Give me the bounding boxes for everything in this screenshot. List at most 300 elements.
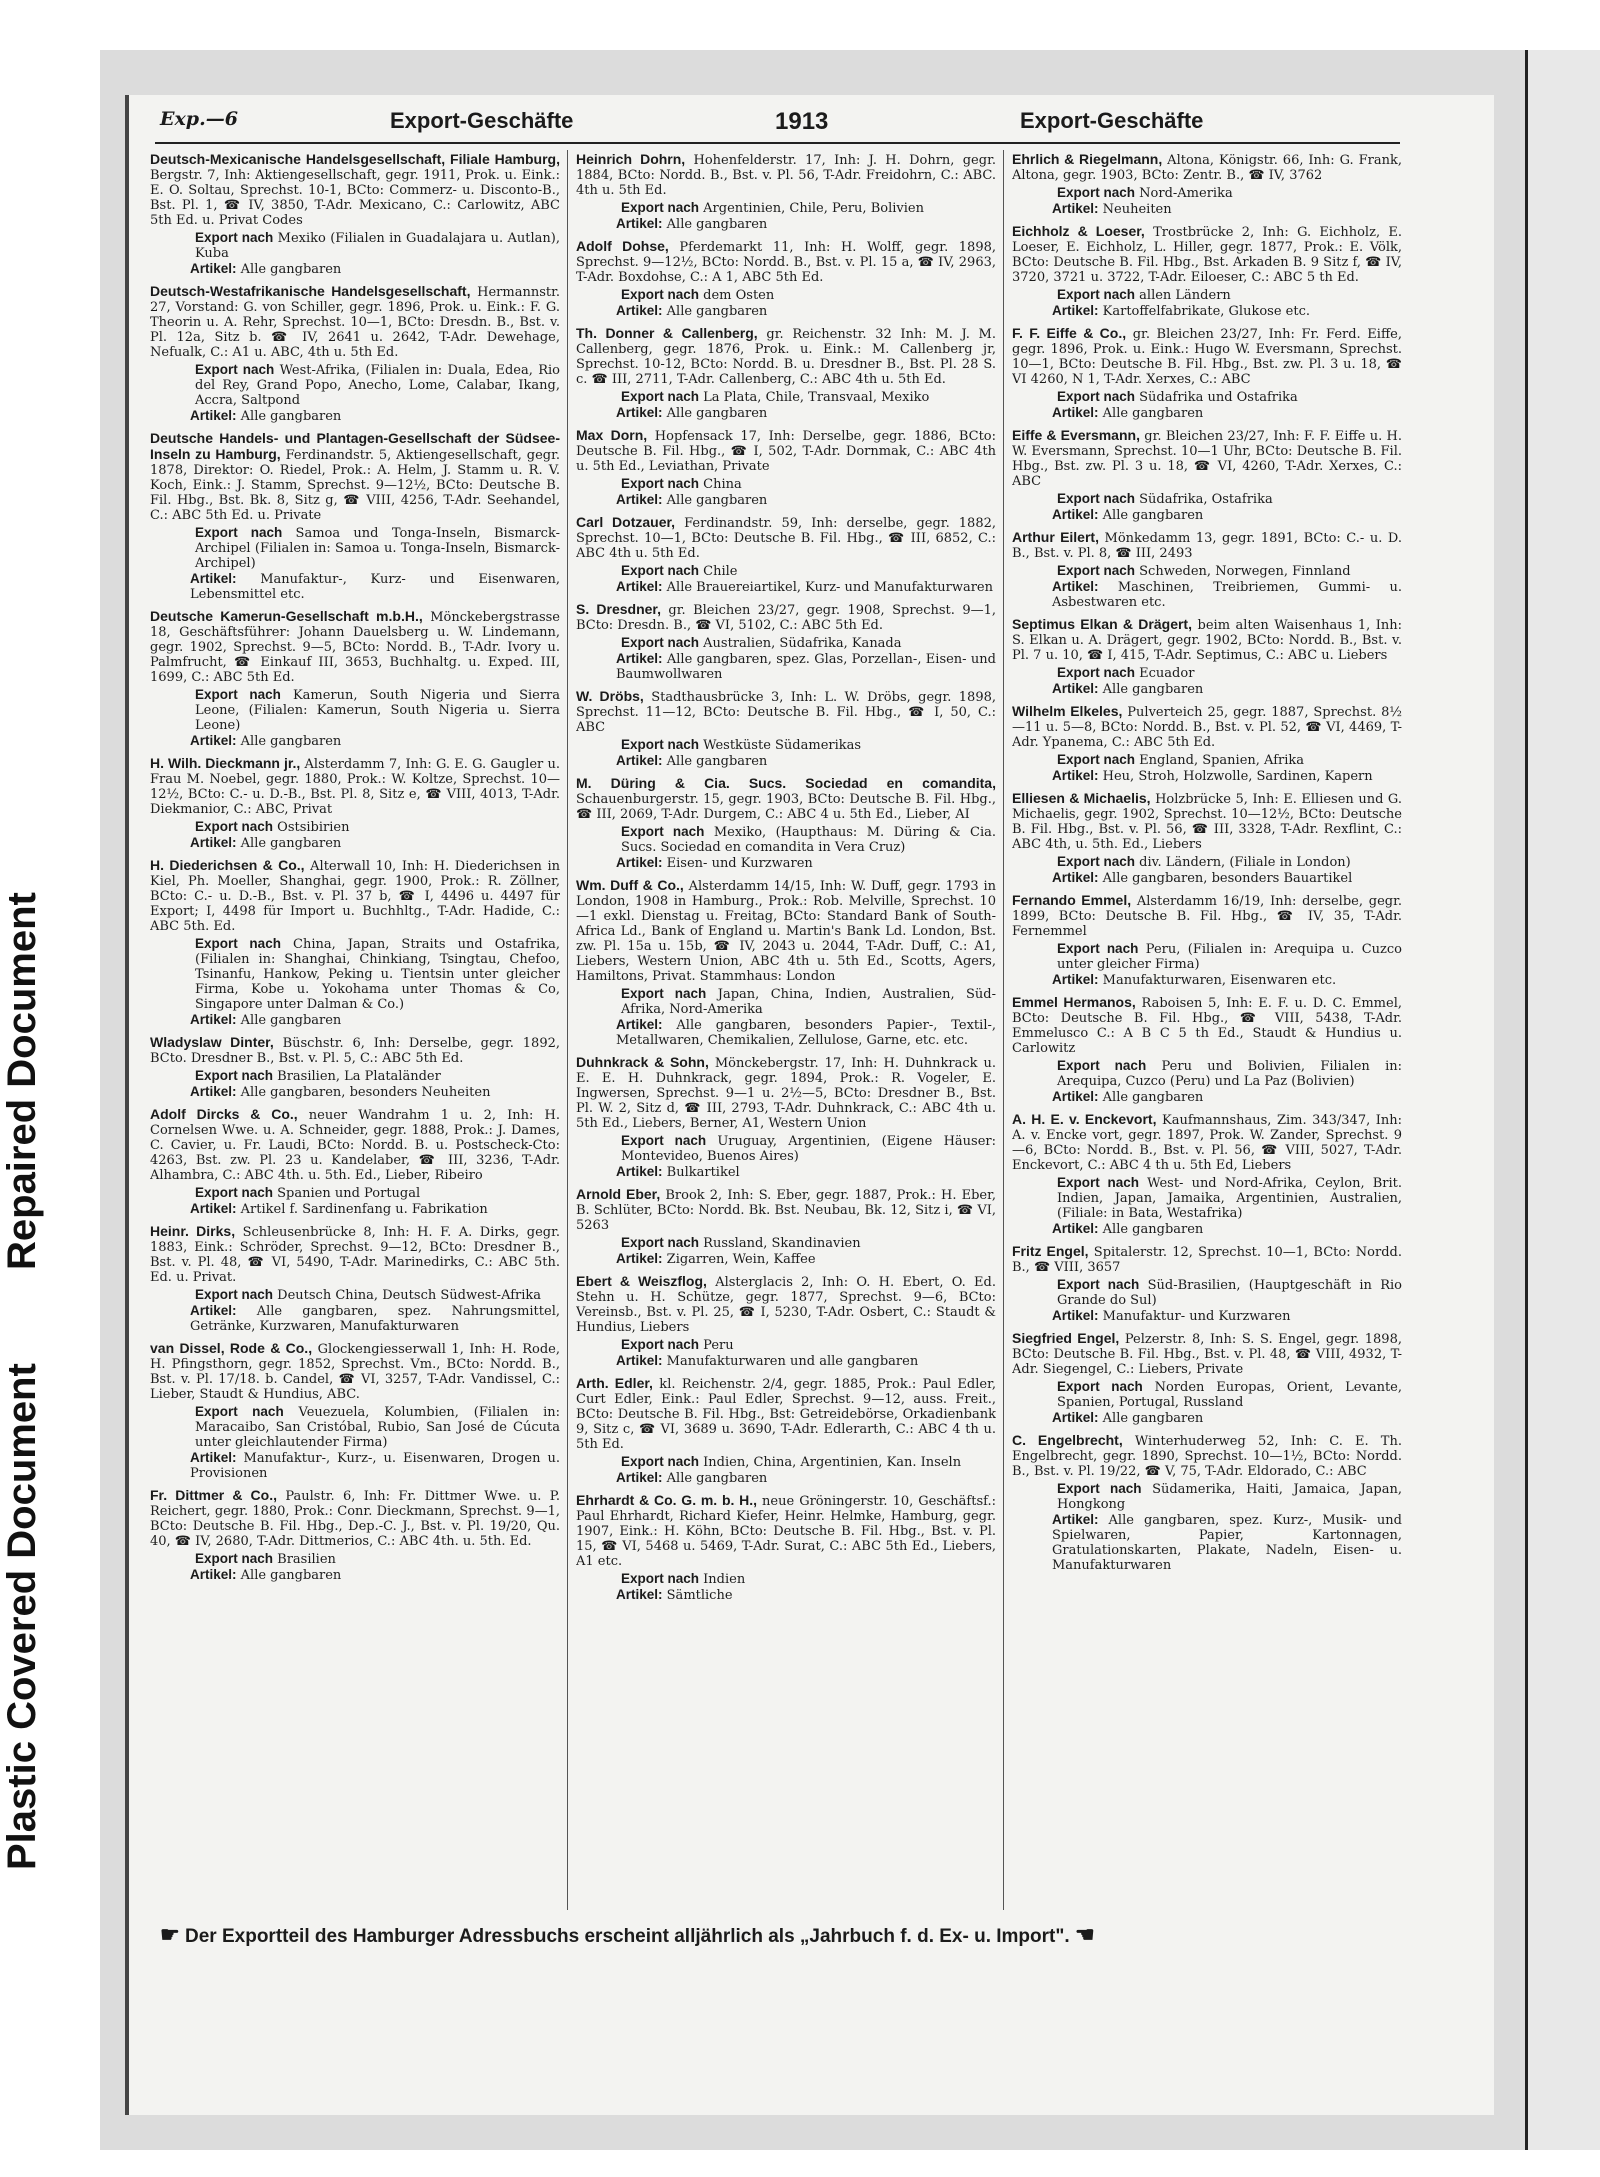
firm-details: Alterwall 10, Inh: H. Diederichsen in Kiel, Ph. Moeller, Shanghai, gegr. 1900, Prok.: R. Zöllner, BCto: C.- u. D.-B., Bst. v. Pl. 37 b, ☎ I, 4496 u. 4497 für Export; I, 4498 für Import u. Buchhltg., T-Adr. Hadide, C.: ABC 5th. Ed. xyxy=(150,859,560,934)
artikel-line xyxy=(616,651,996,682)
firm-details: Pelzerstr. 8, Inh: S. S. Engel, gegr. 1898, BCto: Deutsche B. Fil. Hbg., Bst. v. Pl. 48, ☎ VIII, 4932, T-Adr. Siegengel, C.: Liebers, Private xyxy=(1012,1332,1402,1377)
artikel-line xyxy=(1052,579,1402,610)
export-destinations: England, Spanien, Afrika xyxy=(1139,753,1305,768)
firm-details: Hohenfelderstr. 17, Inh: J. H. Dohrn, gegr. 1884, BCto: Nordd. B., Bst. v. Pl. 56, T-Adr. Freidohrn, C.: ABC. 4th u. 5th Ed. xyxy=(576,153,996,198)
artikel-line xyxy=(616,405,996,421)
export-destinations: dem Osten xyxy=(703,288,775,303)
firm-details: gr. Bleichen 23/27, Inh: Fr. Ferd. Eiffe, gegr. 1896, Prok. u. Eink.: Hugo W. Eversmann, Sprechst. 10—1, BCto: Deutsche B. Fil. Hbg., Bst. zw. Pl. 3 u. 18, ☎ VI 4260, N 1, T-Adr. Xerxes, C.: ABC xyxy=(1012,327,1402,387)
artikel-label: Artikel: xyxy=(190,408,237,423)
artikel-label: Artikel: xyxy=(1052,870,1099,885)
export-label: Export nach xyxy=(621,635,700,650)
firm-details: Mönckebergstr. 17, Inh: H. Duhnkrack u. E. E. H. Duhnkrack, gegr. 1894, Prok.: R. Vogeler, E. Ingwersen, Sprechst. 9—1 u. 2½—5, BCto: Dresdner B., Bst. Pl. W. 2, Sitz d, ☎ III, 2793, T-Adr. Duhnkrack, C.: ABC 4th u. 5th Ed., Liebers, Berner, A1, Western Union xyxy=(576,1056,996,1131)
firm-details: Alsterdamm 7, Inh: G. E. G. Gaugler u. Frau M. Noebel, gegr. 1880, Prok.: W. Koltze, Sprechst. 10—12½, BCto: C.- u. D.-B., Bst. Pl. 8, Sitz e, ☎ VIII, 4013, T-Adr. Diekmanior, C.: ABC, Privat xyxy=(150,757,560,817)
directory-entry xyxy=(576,1274,996,1369)
directory-entry xyxy=(150,1035,560,1100)
firm-details: Büschstr. 6, Inh: Derselbe, gegr. 1892, BCto. Dresdner B., Bst. v. Pl. 5, C.: ABC 5th Ed. xyxy=(150,1036,560,1066)
firm-name: F. F. Eiffe & Co., xyxy=(1012,325,1127,341)
export-label: Export nach xyxy=(1057,665,1136,680)
export-label: Export nach xyxy=(195,936,281,951)
artikel-line xyxy=(190,1201,560,1217)
page-footer xyxy=(160,1922,1400,1948)
export-label: Export nach xyxy=(1057,752,1136,767)
export-line xyxy=(1057,491,1402,507)
artikel-label: Artikel: xyxy=(616,1587,663,1602)
export-line xyxy=(621,200,996,216)
export-line xyxy=(1057,854,1402,870)
directory-entry xyxy=(576,878,996,1048)
artikel-label: Artikel: xyxy=(616,651,663,666)
page-year: 1913 xyxy=(775,108,829,135)
artikel-label: Artikel: xyxy=(616,405,663,420)
export-destinations: Veuezuela, Kolumbien, (Filialen in: Maracaibo, San Cristóbal, Rubio, San José de Cúcuta unter gleichlautender Firma) xyxy=(195,1405,560,1450)
firm-details: Hopfensack 17, Inh: Derselbe, gegr. 1886, BCto: Deutsche B. Fil. Hbg., ☎ I, 502, T-Adr. Dornmak, C.: ABC 4th u. 5th Ed., Leviathan, Private xyxy=(576,429,996,474)
artikel-goods: Alle gangbaren xyxy=(666,754,768,769)
directory-entry xyxy=(150,1341,560,1481)
export-label: Export nach xyxy=(621,737,700,752)
artikel-label: Artikel: xyxy=(1052,507,1099,522)
artikel-goods: Alle gangbaren, besonders Papier-, Textil-, Metallwaren, Chemikalien, Zellulose, Garne, etc. etc. xyxy=(616,1018,996,1048)
directory-entry xyxy=(576,1055,996,1180)
export-line xyxy=(195,1404,560,1450)
export-label: Export nach xyxy=(1057,941,1139,956)
export-destinations: div. Ländern, (Filiale in London) xyxy=(1139,855,1351,870)
artikel-line xyxy=(1052,507,1402,523)
export-label: Export nach xyxy=(621,1133,707,1148)
artikel-line xyxy=(616,1164,996,1180)
pointing-hand-icon: ☛ xyxy=(160,1922,180,1947)
export-label: Export nach xyxy=(1057,563,1136,578)
firm-name: Deutsch-Westafrikanische Handelsgesellschaft, xyxy=(150,283,471,299)
export-line xyxy=(1057,1175,1402,1221)
export-destinations: Deutsch China, Deutsch Südwest-Afrika xyxy=(277,1288,542,1303)
column-divider xyxy=(1003,150,1004,1910)
firm-name: Arthur Eilert, xyxy=(1012,529,1099,545)
export-label: Export nach xyxy=(621,986,707,1001)
section-title-right: Export-Geschäfte xyxy=(1020,108,1204,133)
firm-name: Emmel Hermanos, xyxy=(1012,994,1136,1010)
artikel-goods: Alle gangbaren xyxy=(240,734,342,749)
directory-entry xyxy=(1012,152,1402,217)
artikel-line xyxy=(190,1567,560,1583)
export-label: Export nach xyxy=(195,1551,274,1566)
firm-details: gr. Reichenstr. 32 Inh: M. J. M. Callenberg, gegr. 1876, Prok. u. Eink.: M. Callenberg jr, Sprechst. 10-12, BCto: Nordd. B. u. Dresdner B., Bst. Pl. 28 S. c. ☎ III, 2711, T-Adr. Callenberg, C.: ABC 4th u. 5th Ed. xyxy=(576,327,996,387)
firm-details: Stadthausbrücke 3, Inh: L. W. Dröbs, gegr. 1898, Sprechst. 11—12, BCto: Deutsche B. Fil. Hbg., ☎ I, 50, C.: ABC xyxy=(576,690,996,735)
artikel-line xyxy=(616,303,996,319)
artikel-goods: Manufakturwaren, Eisenwaren etc. xyxy=(1102,973,1337,988)
artikel-label: Artikel: xyxy=(190,261,237,276)
artikel-label: Artikel: xyxy=(616,1251,663,1266)
directory-entry xyxy=(150,1107,560,1217)
artikel-line xyxy=(190,733,560,749)
artikel-goods: Zigarren, Wein, Kaffee xyxy=(666,1252,816,1267)
firm-details: Glockengiesserwall 1, Inh: H. Rode, H. Pfingsthorn, gegr. 1852, Sprechst. Vm., BCto: Nordd. B., Bst. v. Pl. 17/18. b. Candel, ☎ VI, 3257, T-Adr. Vandissel, C.: Lieber, Staudt & Hundius, ABC. xyxy=(150,1342,560,1402)
firm-name: Siegfried Engel, xyxy=(1012,1330,1120,1346)
firm-details: Ferdinandstr. 5, Aktiengesellschaft, gegr. 1878, Direktor: O. Riedel, Prok.: A. Helm, J. Stamm u. R. V. Koch, Eink.: J. Stamm, Sprechst. 9—12½, BCto: Deutsche B. Fil. Hbg., Bst. Bk. 8, Sitz g, ☎ VIII, 4256, T-Adr. Seehandel, C.: ABC 5th Ed. u. Private xyxy=(150,448,560,523)
export-line xyxy=(1057,185,1402,201)
export-line xyxy=(621,476,996,492)
artikel-line xyxy=(190,261,560,277)
artikel-line xyxy=(616,855,996,871)
export-destinations: Ostsibirien xyxy=(277,820,350,835)
firm-name: Th. Donner & Callenberg, xyxy=(576,325,758,341)
artikel-line xyxy=(616,1353,996,1369)
firm-details: Kaufmannshaus, Zim. 343/347, Inh: A. v. Encke vort, gegr. 1897, Prok. W. Zander, Sprechst. 9—6, BCto: Nordd. B., Bst. v. Pl. 56, ☎ VIII, 5027, T-Adr. Enckevort, C.: ABC 4 th u. 5th Ed, Liebers xyxy=(1012,1113,1402,1173)
page-number: Exp.—6 xyxy=(160,108,238,130)
artikel-goods: Neuheiten xyxy=(1102,202,1172,217)
artikel-goods: Alle gangbaren, besonders Bauartikel xyxy=(1102,871,1353,886)
export-line xyxy=(1057,389,1402,405)
firm-name: W. Dröbs, xyxy=(576,688,644,704)
artikel-label: Artikel: xyxy=(1052,768,1099,783)
export-destinations: Schweden, Norwegen, Finnland xyxy=(1139,564,1351,579)
export-label: Export nach xyxy=(195,1287,274,1302)
firm-name: Eichholz & Loeser, xyxy=(1012,223,1145,239)
artikel-goods: Alle gangbaren xyxy=(666,1471,768,1486)
column-2 xyxy=(576,152,996,1902)
artikel-line xyxy=(190,1450,560,1481)
firm-name: Arth. Edler, xyxy=(576,1375,653,1391)
artikel-line xyxy=(190,835,560,851)
artikel-line xyxy=(190,408,560,424)
export-destinations: Mexiko, (Haupthaus: M. Düring & Cia. Sucs. Sociedad en comandita in Vera Cruz) xyxy=(621,825,996,855)
firm-name: M. Düring & Cia. Sucs. Sociedad en comandita, xyxy=(576,775,996,791)
directory-entry xyxy=(1012,617,1402,697)
export-label: Export nach xyxy=(195,1185,274,1200)
artikel-label: Artikel: xyxy=(190,1084,237,1099)
firm-name: S. Dresdner, xyxy=(576,601,661,617)
artikel-goods: Manufakturwaren und alle gangbaren xyxy=(666,1354,919,1369)
export-destinations: Peru, (Filialen in: Arequipa u. Cuzco unter gleicher Firma) xyxy=(1057,942,1402,972)
directory-entry xyxy=(576,1493,996,1603)
export-line xyxy=(1057,1379,1402,1410)
export-destinations: allen Ländern xyxy=(1139,288,1231,303)
directory-entry xyxy=(576,602,996,682)
directory-entry xyxy=(1012,224,1402,319)
artikel-goods: Maschinen, Treibriemen, Gummi- u. Asbestwaren etc. xyxy=(1052,580,1402,610)
firm-details: Holzbrücke 5, Inh: E. Elliesen und G. Michaelis, gegr. 1902, Sprechst. 10—12½, BCto: Deutsche B. Fil. Hbg., Bst. v. Pl. 56, ☎ III, 3328, T-Adr. Rexflint, C.: ABC 4th, u. 5th. Ed., Liebers xyxy=(1012,792,1402,852)
firm-name: A. H. E. v. Enckevort, xyxy=(1012,1111,1157,1127)
artikel-line xyxy=(1052,303,1402,319)
artikel-goods: Manufaktur-, Kurz- und Eisenwaren, Lebensmittel etc. xyxy=(190,572,560,602)
firm-name: Deutsche Handels- und Plantagen-Gesellschaft der Südsee-Inseln zu Hamburg, xyxy=(150,430,560,462)
export-destinations: Südamerika, Haiti, Jamaica, Japan, Hongkong xyxy=(1057,1482,1402,1512)
directory-entry xyxy=(150,284,560,424)
export-destinations: Norden Europas, Orient, Levante, Spanien, Portugal, Russland xyxy=(1057,1380,1402,1410)
artikel-label: Artikel: xyxy=(616,492,663,507)
firm-details: Hermannstr. 27, Vorstand: G. von Schiller, gegr. 1896, Prok. u. Eink.: F. G. Theorin u. A. Rehr, Sprechst. 10—1, BCto: Dresdn. B., Bst. v. Pl. 12a, Sitz b. ☎ IV, 2641 u. 2642, T-Adr. Dewehage, Nefualk, C.: A1 u. ABC, 4th u. 5th Ed. xyxy=(150,285,560,360)
artikel-line xyxy=(1052,1512,1402,1573)
column-divider xyxy=(567,150,568,1910)
directory-entry xyxy=(1012,1244,1402,1324)
export-label: Export nach xyxy=(621,1235,700,1250)
artikel-goods: Alle gangbaren xyxy=(1102,1090,1204,1105)
export-line xyxy=(195,230,560,261)
directory-entry xyxy=(150,1488,560,1583)
directory-entry xyxy=(1012,326,1402,421)
export-line xyxy=(621,287,996,303)
directory-entry xyxy=(576,326,996,421)
export-destinations: Argentinien, Chile, Peru, Bolivien xyxy=(703,201,924,216)
export-line xyxy=(621,1337,996,1353)
section-title-left: Export-Geschäfte xyxy=(390,108,574,133)
firm-details: Bergstr. 7, Inh: Aktiengesellschaft, gegr. 1911, Prok. u. Eink.: E. O. Soltau, Sprechst. 10-1, BCto: Commerz- u. Disconto-B., Bst. Pl. 1, ☎ IV, 3850, T-Adr. Mexicano, C.: Carlowitz, ABC 5th Ed. u. Privat Codes xyxy=(150,168,560,228)
export-line xyxy=(1057,665,1402,681)
firm-name: Fritz Engel, xyxy=(1012,1243,1089,1259)
firm-name: Ehrlich & Riegelmann, xyxy=(1012,152,1163,167)
export-line xyxy=(195,1287,560,1303)
export-label: Export nach xyxy=(1057,1379,1143,1394)
side-label-repaired: Repaired Document xyxy=(0,892,44,1270)
artikel-goods: Alle gangbaren xyxy=(1102,1222,1204,1237)
export-label: Export nach xyxy=(621,563,700,578)
firm-name: van Dissel, Rode & Co., xyxy=(150,1340,313,1356)
firm-name: Septimus Elkan & Drägert, xyxy=(1012,616,1192,632)
export-destinations: West- und Nord-Afrika, Ceylon, Brit. Indien, Japan, Jamaika, Argentinien, Australien, (Filiale: in Bata, Westafrika) xyxy=(1057,1176,1402,1221)
directory-entry xyxy=(576,689,996,769)
firm-details: neue Gröningerstr. 10, Geschäftsf.: Paul Ehrhardt, Richard Kiefer, Heinr. Helmke, Hamburg, gegr. 1907, Eink.: H. Köhn, BCto: Deutsche B. Fil. Hbg., Bst. v. Pl. 15, ☎ VI, 5468 u. 5469, T-Adr. Surat, C.: ABC 5th Ed., Liebers, A1 etc. xyxy=(576,1494,996,1569)
export-destinations: China, Japan, Straits und Ostafrika, (Filialen in: Shanghai, Chinkiang, Tsingtau, Chefoo, Tsinanfu, Hankow, Peking u. Tientsin unter gleicher Firma, Kobe u. Yokohama unter Thomas & Co, Singapore unter Dalman & Co.) xyxy=(195,937,560,1012)
export-label: Export nach xyxy=(621,1571,700,1586)
next-page-edge xyxy=(1525,50,1600,2150)
artikel-goods: Alle gangbaren xyxy=(240,1568,342,1583)
export-destinations: Westküste Südamerikas xyxy=(703,738,862,753)
artikel-line xyxy=(1052,681,1402,697)
artikel-line xyxy=(616,1017,996,1048)
export-line xyxy=(621,1133,996,1164)
artikel-label: Artikel: xyxy=(1052,1512,1099,1527)
export-line xyxy=(621,1235,996,1251)
artikel-goods: Kartoffelfabrikate, Glukose etc. xyxy=(1102,304,1310,319)
export-line xyxy=(1057,1058,1402,1089)
export-label: Export nach xyxy=(1057,854,1136,869)
directory-entry xyxy=(150,858,560,1028)
artikel-label: Artikel: xyxy=(1052,681,1099,696)
artikel-label: Artikel: xyxy=(190,1012,237,1027)
firm-name: Ebert & Weiszflog, xyxy=(576,1273,707,1289)
directory-entry xyxy=(1012,995,1402,1105)
export-destinations: Japan, China, Indien, Australien, Süd-Afrika, Nord-Amerika xyxy=(621,987,996,1017)
export-destinations: Uruguay, Argentinien, (Eigene Häuser: Montevideo, Buenos Aires) xyxy=(621,1134,996,1164)
firm-name: Eiffe & Eversmann, xyxy=(1012,427,1140,443)
export-label: Export nach xyxy=(1057,1481,1142,1496)
export-destinations: Peru xyxy=(703,1338,734,1353)
artikel-goods: Alle gangbaren xyxy=(666,493,768,508)
export-line xyxy=(1057,1481,1402,1512)
export-label: Export nach xyxy=(195,525,283,540)
export-destinations: Südafrika und Ostafrika xyxy=(1139,390,1298,405)
artikel-line xyxy=(616,216,996,232)
export-line xyxy=(195,687,560,733)
artikel-label: Artikel: xyxy=(616,579,663,594)
export-destinations: La Plata, Chile, Transvaal, Mexiko xyxy=(703,390,930,405)
firm-name: Wm. Duff & Co., xyxy=(576,877,684,893)
export-line xyxy=(1057,287,1402,303)
page-header xyxy=(160,108,1400,138)
firm-details: gr. Bleichen 23/27, Inh: F. F. Eiffe u. H. W. Eversmann, Sprechst. 10—1 Uhr, BCto: Deutsche B. Fil. Hbg., Bst. zw. Pl. 3 u. 18, ☎ VI, 4260, T-Adr. Xerxes, C.: ABC xyxy=(1012,429,1402,489)
column-1 xyxy=(150,152,560,1902)
export-line xyxy=(195,936,560,1012)
export-line xyxy=(621,737,996,753)
export-label: Export nach xyxy=(621,1454,700,1469)
artikel-goods: Alle gangbaren xyxy=(1102,1411,1204,1426)
firm-name: Arnold Eber, xyxy=(576,1186,661,1202)
export-line xyxy=(195,1068,560,1084)
artikel-label: Artikel: xyxy=(616,1017,663,1032)
artikel-label: Artikel: xyxy=(616,303,663,318)
firm-details: Raboisen 5, Inh: E. F. u. D. C. Emmel, BCto: Deutsche B. Fil. Hbg., ☎ VIII, 5438, T-Adr. Emmelusco C.: A B C 5 th Ed., Staudt & Hundius u. Carlowitz xyxy=(1012,996,1402,1056)
directory-entry xyxy=(1012,1433,1402,1573)
directory-entry xyxy=(1012,791,1402,886)
artikel-label: Artikel: xyxy=(1052,972,1099,987)
artikel-line xyxy=(616,753,996,769)
firm-details: Schleusenbrücke 8, Inh: H. F. A. Dirks, gegr. 1883, Eink.: Schröder, Sprechst. 9—12, BCto: Dresdner B., Bst. v. Pl. 48, ☎ VI, 5490, T-Adr. Marinedirks, C.: ABC 5th. Ed. u. Privat. xyxy=(150,1225,560,1285)
export-line xyxy=(195,1185,560,1201)
firm-name: C. Engelbrecht, xyxy=(1012,1432,1123,1448)
firm-name: Adolf Dircks & Co., xyxy=(150,1106,298,1122)
firm-name: Heinrich Dohrn, xyxy=(576,152,686,167)
artikel-label: Artikel: xyxy=(1052,1089,1099,1104)
firm-name: Duhnkrack & Sohn, xyxy=(576,1054,709,1070)
export-destinations: Süd-Brasilien, (Hauptgeschäft in Rio Grande do Sul) xyxy=(1057,1278,1402,1308)
artikel-label: Artikel: xyxy=(1052,1410,1099,1425)
export-label: Export nach xyxy=(621,200,700,215)
artikel-goods: Alle gangbaren, spez. Glas, Porzellan-, Eisen- und Baumwollwaren xyxy=(616,652,996,682)
directory-entry xyxy=(576,152,996,232)
artikel-goods: Eisen- und Kurzwaren xyxy=(666,856,813,871)
export-label: Export nach xyxy=(1057,491,1136,506)
artikel-goods: Alle gangbaren xyxy=(240,262,342,277)
export-line xyxy=(621,563,996,579)
artikel-goods: Alle gangbaren xyxy=(666,406,768,421)
firm-name: Elliesen & Michaelis, xyxy=(1012,790,1151,806)
artikel-goods: Alle gangbaren xyxy=(1102,406,1204,421)
export-line xyxy=(621,824,996,855)
artikel-label: Artikel: xyxy=(1052,303,1099,318)
artikel-line xyxy=(1052,972,1402,988)
artikel-line xyxy=(616,1470,996,1486)
export-line xyxy=(195,525,560,571)
artikel-goods: Heu, Stroh, Holzwolle, Sardinen, Kapern xyxy=(1102,769,1373,784)
export-destinations: Australien, Südafrika, Kanada xyxy=(703,636,902,651)
directory-entry xyxy=(150,431,560,602)
artikel-goods: Bulkartikel xyxy=(666,1165,740,1180)
directory-entry xyxy=(150,756,560,851)
artikel-goods: Alle gangbaren xyxy=(240,409,342,424)
export-destinations: Brasilien xyxy=(277,1552,336,1567)
export-line xyxy=(621,389,996,405)
directory-entry xyxy=(1012,428,1402,523)
artikel-goods: Alle gangbaren xyxy=(666,217,768,232)
artikel-line xyxy=(190,1303,560,1334)
firm-name: Wilhelm Elkeles, xyxy=(1012,703,1123,719)
export-destinations: Kamerun, South Nigeria und Sierra Leone, (Filialen: Kamerun, South Nigeria u. Sierra Leone) xyxy=(195,688,560,733)
export-line xyxy=(621,1571,996,1587)
export-destinations: Russland, Skandinavien xyxy=(703,1236,861,1251)
export-line xyxy=(1057,752,1402,768)
export-line xyxy=(621,1454,996,1470)
firm-name: Adolf Dohse, xyxy=(576,238,669,254)
directory-entry xyxy=(576,428,996,508)
artikel-label: Artikel: xyxy=(190,1201,237,1216)
artikel-line xyxy=(1052,405,1402,421)
export-label: Export nach xyxy=(195,362,275,377)
directory-entry xyxy=(1012,704,1402,784)
artikel-goods: Alle gangbaren, spez. Nahrungsmittel, Getränke, Kurzwaren, Manufakturwaren xyxy=(190,1304,560,1334)
export-label: Export nach xyxy=(195,1068,274,1083)
export-label: Export nach xyxy=(621,824,705,839)
export-destinations: Peru und Bolivien, Filialen in: Arequipa, Cuzco (Peru) und La Paz (Bolivien) xyxy=(1057,1059,1402,1089)
export-destinations: West-Afrika, (Filialen in: Duala, Edea, Rio del Rey, Grand Popo, Anecho, Lome, Calabar, Ikang, Accra, Saltpond xyxy=(195,363,560,408)
export-label: Export nach xyxy=(621,389,700,404)
export-line xyxy=(621,635,996,651)
export-line xyxy=(1057,1277,1402,1308)
artikel-label: Artikel: xyxy=(190,1450,237,1465)
artikel-goods: Artikel f. Sardinenfang u. Fabrikation xyxy=(240,1202,488,1217)
firm-details: neuer Wandrahm 1 u. 2, Inh: H. Cornelsen Wwe. u. A. Schneider, gegr. 1888, Prok.: J. Dames, C. Cavier, u. Fr. Laudi, BCto: Nordd. B. u. Postscheck-Cto: 4263, Bst. zw. Pl. 23 u. Kandelaber, ☎ III, 3236, T-Adr. Alhambra, C.: ABC 4th. u. 5th. Ed., Lieber, Ribeiro xyxy=(150,1108,560,1183)
artikel-line xyxy=(616,492,996,508)
firm-details: Trostbrücke 2, Inh: G. Eichholz, E. Loeser, E. Eichholz, L. Hiller, gegr. 1877, Prok.: E. Völk, BCto: Deutsche B. Fil. Hbg., Bst. Arkaden B. 9 Sitz f, ☎ IV, 3720, 3721 u. 3722, T-Adr. Eiloeser, C.: ABC 5 th Ed. xyxy=(1012,225,1402,285)
artikel-label: Artikel: xyxy=(190,1303,237,1318)
firm-name: Fr. Dittmer & Co., xyxy=(150,1487,277,1503)
artikel-label: Artikel: xyxy=(190,1567,237,1582)
directory-entry xyxy=(1012,893,1402,988)
export-destinations: China xyxy=(703,477,742,492)
directory-entry xyxy=(150,609,560,749)
export-label: Export nach xyxy=(1057,1175,1140,1190)
export-label: Export nach xyxy=(195,687,281,702)
artikel-label: Artikel: xyxy=(190,835,237,850)
firm-details: Pferdemarkt 11, Inh: H. Wolff, gegr. 1898, Sprechst. 9—12½, BCto: Nordd. B., Bst. v. Pl. 15 a, ☎ IV, 2963, T-Adr. Boxdohse, C.: A 1, ABC 5th Ed. xyxy=(576,240,996,285)
firm-details: Alsterdamm 16/19, Inh: derselbe, gegr. 1899, BCto: Deutsche B. Fil. Hbg., ☎ IV, 35, T-Adr. Fernemmel xyxy=(1012,894,1402,939)
artikel-goods: Alle gangbaren xyxy=(240,836,342,851)
export-line xyxy=(195,1551,560,1567)
firm-details: Altona, Königstr. 66, Inh: G. Frank, Altona, gegr. 1903, BCto: Zentr. B., ☎ IV, 3762 xyxy=(1012,153,1402,183)
artikel-line xyxy=(1052,768,1402,784)
directory-entry xyxy=(576,1187,996,1267)
export-label: Export nach xyxy=(195,230,274,245)
artikel-label: Artikel: xyxy=(190,571,237,586)
export-line xyxy=(195,362,560,408)
firm-details: Alsterdamm 14/15, Inh: W. Duff, gegr. 1793 in London, 1908 in Hamburg., Prok.: Rob. Melville, Sprechst. 10—1 exkl. Dienstag u. Freitag, BCto: Standard Bank of South-Africa Ld., Bank of England u. Martin's Bank Ld. London, Bst. zw. Pl. 15a u. 15b, ☎ IV, 2043 u. 2044, T-Adr. Duff, C.: A1, Liebers, Western Union, ABC 4th u. 5th Ed., Scotts, Agers, Hamiltons, Privat. Stammhaus: London xyxy=(576,879,996,984)
export-line xyxy=(1057,941,1402,972)
directory-entry xyxy=(1012,1331,1402,1426)
artikel-label: Artikel: xyxy=(1052,1308,1099,1323)
directory-entry xyxy=(1012,530,1402,610)
export-label: Export nach xyxy=(195,819,274,834)
export-label: Export nach xyxy=(621,476,700,491)
firm-name: Max Dorn, xyxy=(576,427,648,443)
firm-details: Paulstr. 6, Inh: Fr. Dittmer Wwe. u. P. Reichert, gegr. 1880, Prok.: Conr. Dieckmann, Sprechst. 9—1, BCto: Deutsche B. Fil. Hbg., Dep.-C. J., Bst. v. Pl. 19/20, Qu. 40, ☎ IV, 2680, T-Adr. Dittmerios, C.: ABC 4th. u. 5th. Ed. xyxy=(150,1489,560,1549)
firm-details: Spitalerstr. 12, Sprechst. 10—1, BCto: Nordd. B., ☎ VIII, 3657 xyxy=(1012,1245,1402,1275)
export-line xyxy=(621,986,996,1017)
artikel-goods: Alle gangbaren xyxy=(1102,682,1204,697)
export-label: Export nach xyxy=(1057,287,1136,302)
firm-details: gr. Bleichen 23/27, gegr. 1908, Sprechst. 9—1, BCto: Dresdn. B., ☎ VI, 5102, C.: ABC 5th Ed. xyxy=(576,603,996,633)
firm-name: Carl Dotzauer, xyxy=(576,514,676,530)
directory-entry xyxy=(576,239,996,319)
artikel-line xyxy=(190,571,560,602)
artikel-label: Artikel: xyxy=(1052,579,1099,594)
export-label: Export nach xyxy=(1057,389,1136,404)
side-label-plastic: Plastic Covered Document xyxy=(0,1363,44,1870)
export-destinations: Südafrika, Ostafrika xyxy=(1139,492,1273,507)
artikel-line xyxy=(1052,1089,1402,1105)
artikel-line xyxy=(1052,870,1402,886)
directory-entry xyxy=(150,1224,560,1334)
artikel-label: Artikel: xyxy=(190,733,237,748)
artikel-goods: Alle gangbaren xyxy=(1102,508,1204,523)
artikel-line xyxy=(616,1587,996,1603)
